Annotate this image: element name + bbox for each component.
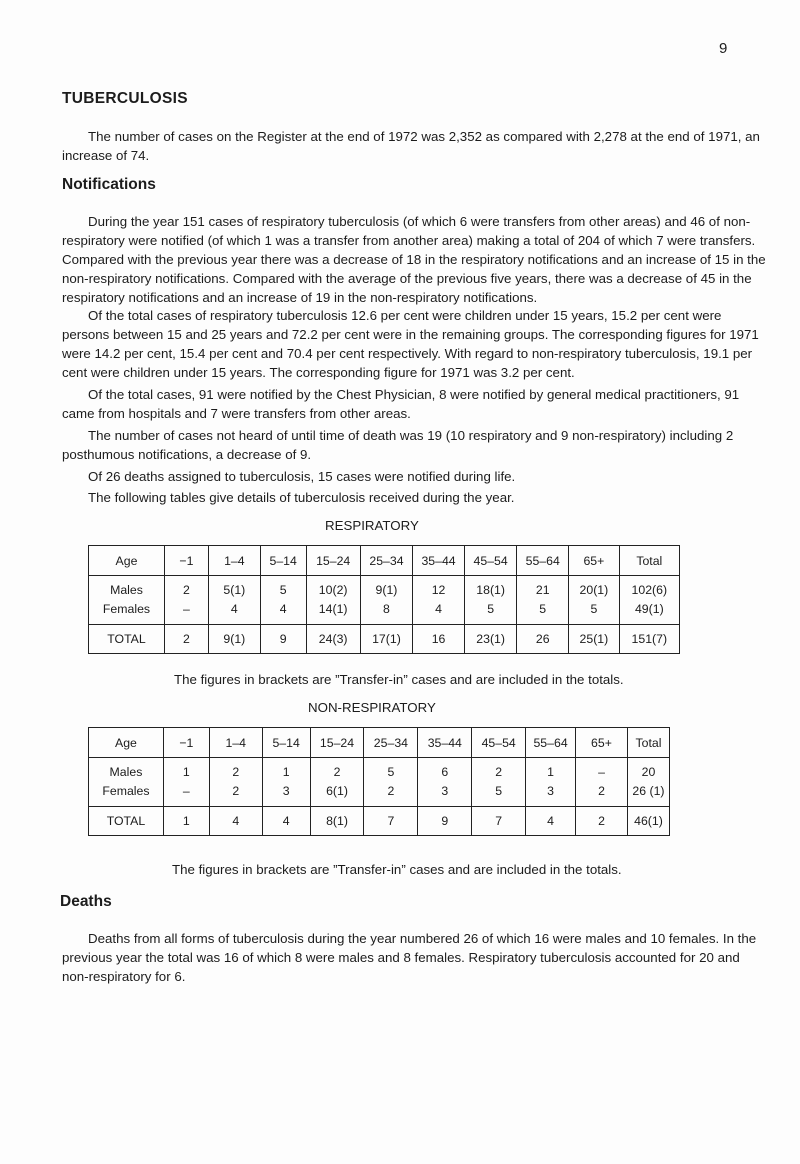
total-value: 7	[364, 807, 418, 836]
non-respiratory-table	[88, 727, 670, 836]
row-label: Females	[102, 784, 150, 798]
male-value: 20	[641, 765, 656, 779]
total-value: 9	[418, 807, 472, 836]
female-value: 26 (1)	[632, 784, 665, 798]
table-row	[89, 758, 670, 807]
table-cell	[619, 576, 679, 625]
total-value: 4	[209, 807, 262, 836]
male-value: –	[598, 765, 605, 779]
female-value: 3	[547, 784, 554, 798]
column-header: 65+	[576, 728, 628, 758]
total-value: 2	[576, 807, 628, 836]
male-value: 102(6)	[631, 583, 668, 597]
table-cell	[526, 758, 576, 807]
table-cell	[413, 576, 465, 625]
table-cell	[576, 758, 628, 807]
notif-paragraph-6	[62, 488, 768, 507]
female-value: 14(1)	[318, 602, 348, 616]
male-value: 2	[333, 765, 341, 779]
page-number: 9	[719, 40, 728, 57]
non-respiratory-table-title: NON-RESPIRATORY	[308, 700, 436, 715]
female-value: 5	[487, 602, 495, 616]
page-title: TUBERCULOSIS	[62, 90, 188, 107]
male-value: 12	[431, 583, 446, 597]
deaths-paragraph	[62, 929, 768, 986]
female-value: 6(1)	[326, 784, 348, 798]
male-value: 9(1)	[375, 583, 398, 597]
column-header: −1	[163, 728, 209, 758]
table-cell	[472, 758, 526, 807]
male-value: 2	[183, 583, 190, 597]
column-header: 45–54	[472, 728, 526, 758]
table-header-row	[89, 728, 670, 758]
intro-paragraph	[62, 127, 768, 165]
table-cell	[364, 758, 418, 807]
row-label: Males	[109, 765, 143, 779]
female-value: 3	[441, 784, 449, 798]
notif-paragraph-5	[62, 467, 768, 486]
total-value: 25(1)	[569, 625, 620, 654]
male-value: 21	[535, 583, 550, 597]
male-value: 10(2)	[318, 583, 348, 597]
notif-paragraph-4	[62, 426, 768, 464]
total-value: 46(1)	[627, 807, 669, 836]
notif-text-4: The number of cases not heard of until time of death was 19 (10 respiratory and 9 non-respiratory) including 2 posthumous notifications, a decrease of 9.	[62, 428, 734, 462]
table-cell	[260, 576, 306, 625]
table-cell	[262, 758, 310, 807]
male-value: 5	[279, 583, 287, 597]
column-header: Total	[619, 546, 679, 576]
total-value: 24(3)	[306, 625, 360, 654]
total-value: 4	[262, 807, 310, 836]
column-header: 35–44	[418, 728, 472, 758]
female-value: 49(1)	[634, 602, 664, 616]
column-header: Total	[627, 728, 669, 758]
total-value: 17(1)	[360, 625, 412, 654]
female-value: 4	[435, 602, 442, 616]
table-cell	[360, 576, 412, 625]
total-value: 9(1)	[208, 625, 260, 654]
male-value: 1	[182, 765, 190, 779]
total-value: 1	[163, 807, 209, 836]
notif-paragraph-1	[62, 212, 768, 307]
male-value: 1	[282, 765, 290, 779]
notif-paragraph-2	[62, 306, 768, 382]
column-header: 15–24	[306, 546, 360, 576]
female-value: 2	[598, 784, 605, 798]
column-header: 25–34	[360, 546, 412, 576]
table-row	[89, 576, 680, 625]
notif-text-6: The following tables give details of tuberculosis received during the year.	[88, 490, 515, 505]
table-cell	[464, 576, 516, 625]
female-value: 5	[495, 784, 503, 798]
column-header: 15–24	[310, 728, 364, 758]
total-value: 2	[164, 625, 208, 654]
column-header: 45–54	[464, 546, 516, 576]
column-header: 5–14	[262, 728, 310, 758]
male-value: 5(1)	[223, 583, 246, 597]
table-total-row	[89, 807, 670, 836]
total-value: 8(1)	[310, 807, 364, 836]
total-label: TOTAL	[89, 625, 165, 654]
table-cell	[418, 758, 472, 807]
male-value: 2	[495, 765, 503, 779]
total-label: TOTAL	[89, 807, 164, 836]
deaths-heading: Deaths	[60, 893, 112, 910]
row-label-cell	[89, 576, 165, 625]
row-label: Males	[110, 583, 143, 597]
row-label-cell	[89, 758, 164, 807]
male-value: 6	[441, 765, 449, 779]
total-value: 4	[526, 807, 576, 836]
column-header: 35–44	[413, 546, 465, 576]
respiratory-table	[88, 545, 680, 654]
intro-text: The number of cases on the Register at the end of 1972 was 2,352 as compared with 2,278 at the end of 1971, an increase of 74.	[62, 129, 760, 163]
deaths-text: Deaths from all forms of tuberculosis during the year numbered 26 of which 16 were males and 10 females. In the previous year the total was 16 of which 8 were males and 8 females. Respiratory tuberculosis accounted for 20 and non-respiratory for 6.	[62, 931, 757, 984]
column-header: 1–4	[209, 728, 262, 758]
notif-text-5: Of 26 deaths assigned to tuberculosis, 15 cases were notified during life.	[88, 469, 516, 484]
table-total-row	[89, 625, 680, 654]
row-label: Females	[102, 602, 151, 616]
male-value: 18(1)	[476, 583, 505, 597]
female-value: 2	[387, 784, 395, 798]
total-value: 23(1)	[464, 625, 516, 654]
column-header: 65+	[569, 546, 620, 576]
table-cell	[627, 758, 669, 807]
table-header-row	[89, 546, 680, 576]
female-value: 4	[230, 602, 238, 616]
table-cell	[517, 576, 569, 625]
total-value: 16	[413, 625, 465, 654]
table-cell	[310, 758, 364, 807]
female-value: –	[182, 784, 190, 798]
male-value: 1	[547, 765, 554, 779]
non-respiratory-note: The figures in brackets are ”Transfer-in” cases and are included in the totals.	[172, 862, 622, 877]
female-value: 3	[282, 784, 290, 798]
notif-text-3: Of the total cases, 91 were notified by the Chest Physician, 8 were notified by general medical practitioners, 91 came from hospitals and 7 were transfers from other areas.	[62, 387, 740, 421]
column-header: 5–14	[260, 546, 306, 576]
female-value: 5	[590, 602, 598, 616]
column-header: Age	[89, 728, 164, 758]
notif-paragraph-3	[62, 385, 768, 423]
male-value: 5	[387, 765, 395, 779]
female-value: 2	[232, 784, 240, 798]
respiratory-table-title: RESPIRATORY	[325, 518, 419, 533]
respiratory-note: The figures in brackets are ”Transfer-in” cases and are included in the totals.	[174, 672, 624, 687]
female-value: 5	[539, 602, 547, 616]
table-cell	[306, 576, 360, 625]
column-header: 25–34	[364, 728, 418, 758]
notif-text-1: During the year 151 cases of respiratory tuberculosis (of which 6 were transfers from other areas) and 46 of non-respiratory were notified (of which 1 was a transfer from another area) making a total of 204 of which 7 were transfers. Compared with the previous year there was a decrease of 18 in the respiratory notifications and an increase of 15 in the non-respiratory notifications. Compared with the average of the previous five years, there was a decrease of 45 in the respiratory notifications and an increase of 19 in the non-respiratory notifications.	[62, 214, 766, 305]
column-header: −1	[164, 546, 208, 576]
total-value: 9	[260, 625, 306, 654]
male-value: 20(1)	[579, 583, 609, 597]
table-cell	[163, 758, 209, 807]
male-value: 2	[232, 765, 240, 779]
notifications-heading: Notifications	[62, 176, 156, 193]
female-value: 4	[279, 602, 287, 616]
total-value: 151(7)	[619, 625, 679, 654]
table-cell	[209, 758, 262, 807]
female-value: 8	[383, 602, 390, 616]
total-value: 26	[517, 625, 569, 654]
table-cell	[569, 576, 620, 625]
column-header: Age	[89, 546, 165, 576]
column-header: 55–64	[517, 546, 569, 576]
column-header: 1–4	[208, 546, 260, 576]
column-header: 55–64	[526, 728, 576, 758]
female-value: –	[183, 602, 190, 616]
table-cell	[208, 576, 260, 625]
table-cell	[164, 576, 208, 625]
notif-text-2: Of the total cases of respiratory tuberculosis 12.6 per cent were children under 15 years, 15.2 per cent were persons between 15 and 25 years and 72.2 per cent were in the remaining groups. The corresponding figures for 1971 were 14.2 per cent, 15.4 per cent and 70.4 per cent respectively. With regard to non-respiratory tuberculosis, 19.1 per cent were children under 15 years. The corresponding figure for 1971 was 3.2 per cent.	[62, 308, 759, 380]
total-value: 7	[472, 807, 526, 836]
